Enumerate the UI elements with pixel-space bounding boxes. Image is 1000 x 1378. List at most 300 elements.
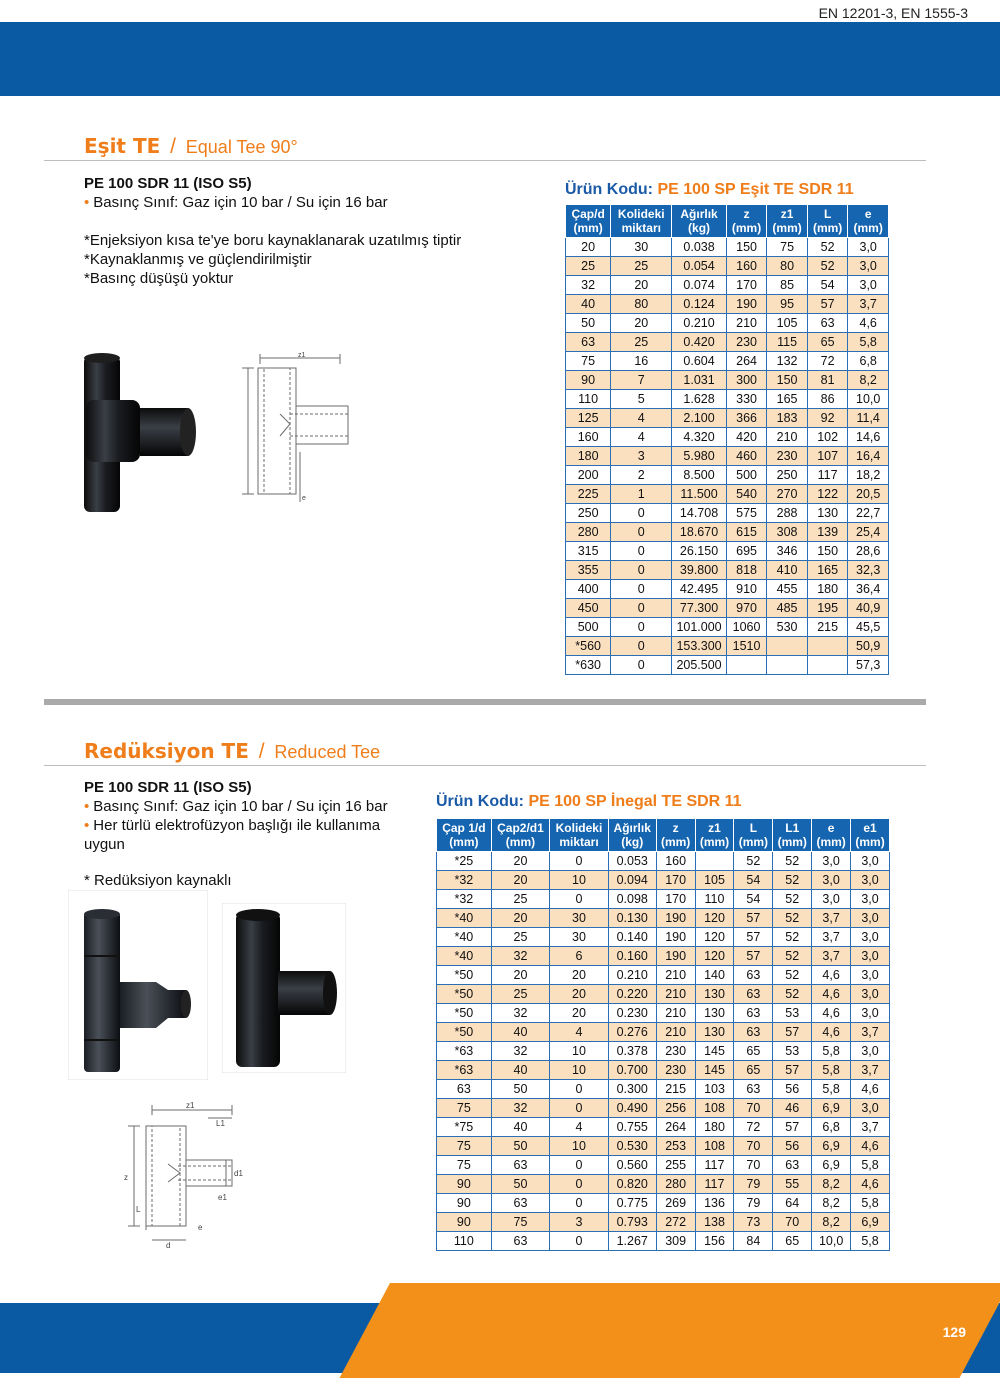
- table-cell: 8,2: [812, 1175, 851, 1194]
- table-cell: 210: [656, 966, 695, 985]
- table-cell: 10: [550, 1061, 609, 1080]
- equal-tee-title: [84, 134, 298, 159]
- table-row: [566, 276, 889, 295]
- table-cell: 540: [726, 485, 767, 504]
- table-cell: 0.700: [608, 1061, 656, 1080]
- table-cell: [726, 656, 767, 675]
- table-cell: 80: [611, 295, 672, 314]
- table-cell: 56: [773, 1137, 812, 1156]
- table-cell: 40,9: [848, 599, 889, 618]
- column-header: [611, 205, 672, 238]
- table-cell: 0: [611, 656, 672, 675]
- table-cell: 4,6: [848, 314, 889, 333]
- table-cell: 165: [807, 561, 848, 580]
- column-header-label: L: [823, 207, 832, 221]
- table-cell: 0.560: [608, 1156, 656, 1175]
- table-cell: 250: [767, 466, 808, 485]
- table-cell: 1060: [726, 618, 767, 637]
- table-cell: 200: [566, 466, 611, 485]
- table-cell: 0: [611, 580, 672, 599]
- column-header: [773, 819, 812, 852]
- table-cell: 25: [491, 890, 550, 909]
- table-cell: 25: [566, 257, 611, 276]
- table-cell: 0: [550, 1194, 609, 1213]
- table-row: [566, 257, 889, 276]
- table-cell: 107: [807, 447, 848, 466]
- table-cell: 3,0: [851, 852, 890, 871]
- table-cell: 5,8: [812, 1042, 851, 1061]
- column-header-label: z1: [780, 207, 794, 221]
- table-cell: 40: [491, 1023, 550, 1042]
- table-row: [437, 1213, 890, 1232]
- table-cell: 63: [734, 1080, 773, 1099]
- table-cell: 0.038: [672, 238, 727, 257]
- table-cell: 75: [437, 1137, 492, 1156]
- table-cell: 3,0: [851, 985, 890, 1004]
- table-cell: 18,2: [848, 466, 889, 485]
- table-cell: 20: [491, 871, 550, 890]
- table-row: [566, 447, 889, 466]
- equal-tee-technical-drawing: [240, 352, 355, 512]
- table-cell: 8,2: [812, 1213, 851, 1232]
- table-cell: 125: [566, 409, 611, 428]
- table-cell: *50: [437, 966, 492, 985]
- table-cell: 8,2: [812, 1194, 851, 1213]
- table-cell: *63: [437, 1061, 492, 1080]
- note-item: *Basınç düşüşü yoktur: [84, 270, 234, 287]
- column-header: [767, 205, 808, 238]
- table-cell: 6: [550, 947, 609, 966]
- table-cell: 36,4: [848, 580, 889, 599]
- table-cell: 355: [566, 561, 611, 580]
- table-cell: 57: [773, 1118, 812, 1137]
- table-cell: *32: [437, 871, 492, 890]
- table-cell: 0.276: [608, 1023, 656, 1042]
- table-row: [566, 409, 889, 428]
- table-cell: 0.775: [608, 1194, 656, 1213]
- column-header-label: e: [864, 207, 872, 221]
- table-cell: 210: [656, 1004, 695, 1023]
- column-header: [550, 819, 609, 852]
- table-cell: 50: [491, 1080, 550, 1099]
- table-cell: 1510: [726, 637, 767, 656]
- table-cell: 500: [566, 618, 611, 637]
- table-cell: 4,6: [812, 985, 851, 1004]
- table-cell: 0.755: [608, 1118, 656, 1137]
- table-cell: 485: [767, 599, 808, 618]
- table-cell: 3,7: [851, 1061, 890, 1080]
- table-cell: 52: [773, 890, 812, 909]
- product-code-label: Ürün Kodu:: [436, 793, 524, 810]
- table-cell: *50: [437, 1004, 492, 1023]
- column-header-unit: miktarı: [559, 835, 599, 849]
- column-header: [672, 205, 727, 238]
- table-cell: 3,0: [851, 890, 890, 909]
- table-cell: 120: [695, 909, 734, 928]
- table-cell: 455: [767, 580, 808, 599]
- table-cell: 210: [656, 1023, 695, 1042]
- reduced-tee-photo-side: [222, 903, 346, 1073]
- table-cell: 90: [437, 1194, 492, 1213]
- table-cell: 117: [807, 466, 848, 485]
- table-cell: 40: [566, 295, 611, 314]
- table-cell: 3,7: [848, 295, 889, 314]
- table-cell: 269: [656, 1194, 695, 1213]
- footer-accent: [339, 1283, 1000, 1378]
- table-cell: 140: [695, 966, 734, 985]
- table-cell: 0.300: [608, 1080, 656, 1099]
- table-cell: 215: [807, 618, 848, 637]
- table-cell: 6,8: [848, 352, 889, 371]
- table-cell: 25: [491, 928, 550, 947]
- table-cell: 90: [437, 1175, 492, 1194]
- column-header-label: Ağırlık: [680, 207, 718, 221]
- table-cell: 4,6: [812, 1004, 851, 1023]
- table-cell: 81: [807, 371, 848, 390]
- table-cell: 500: [726, 466, 767, 485]
- table-cell: 110: [695, 890, 734, 909]
- column-header-label: Çap 1/d: [442, 821, 486, 835]
- table-cell: 7: [611, 371, 672, 390]
- table-cell: 57,3: [848, 656, 889, 675]
- table-cell: 105: [695, 871, 734, 890]
- table-row: [437, 1156, 890, 1175]
- table-cell: 42.495: [672, 580, 727, 599]
- table-header-row: [437, 819, 890, 852]
- table-cell: 50: [566, 314, 611, 333]
- table-cell: 180: [807, 580, 848, 599]
- table-cell: 130: [695, 1004, 734, 1023]
- column-header-unit: (mm): [855, 835, 885, 849]
- table-cell: 3,0: [851, 966, 890, 985]
- table-cell: 0: [611, 561, 672, 580]
- title-separator: /: [170, 135, 176, 158]
- table-cell: 25: [611, 257, 672, 276]
- table-cell: 63: [437, 1080, 492, 1099]
- table-cell: 52: [773, 871, 812, 890]
- table-cell: 63: [807, 314, 848, 333]
- column-header-unit: (mm): [853, 221, 883, 235]
- table-cell: 30: [550, 928, 609, 947]
- column-header: [491, 819, 550, 852]
- table-cell: 970: [726, 599, 767, 618]
- column-header: [807, 205, 848, 238]
- table-cell: 72: [807, 352, 848, 371]
- table-cell: 250: [566, 504, 611, 523]
- column-header-label: Ağırlık: [613, 821, 651, 835]
- reduced-tee-technical-drawing: [122, 1100, 247, 1250]
- note-item: * Redüksiyon kaynaklı: [84, 872, 232, 889]
- table-cell: 3,7: [812, 947, 851, 966]
- table-cell: 0.490: [608, 1099, 656, 1118]
- equal-tee-description: [84, 174, 504, 288]
- header-band: [0, 22, 1000, 96]
- table-cell: 3: [611, 447, 672, 466]
- reduced-tee-photo-front: [68, 890, 208, 1080]
- table-cell: 80: [767, 257, 808, 276]
- table-cell: 3,7: [851, 1023, 890, 1042]
- table-row: [437, 1137, 890, 1156]
- title-separator: /: [258, 740, 265, 763]
- table-cell: 2: [611, 466, 672, 485]
- table-cell: 54: [734, 890, 773, 909]
- table-cell: 225: [566, 485, 611, 504]
- table-cell: 215: [656, 1080, 695, 1099]
- table-cell: 52: [773, 966, 812, 985]
- table-cell: 39.800: [672, 561, 727, 580]
- table-cell: 18.670: [672, 523, 727, 542]
- column-header-label: Kolideki: [555, 821, 603, 835]
- table-cell: 11.500: [672, 485, 727, 504]
- table-cell: 32: [491, 1004, 550, 1023]
- table-cell: 46: [773, 1099, 812, 1118]
- table-cell: [767, 656, 808, 675]
- table-cell: 40: [491, 1118, 550, 1137]
- table-cell: 0.054: [672, 257, 727, 276]
- column-header-label: Kolideki: [617, 207, 665, 221]
- table-cell: 366: [726, 409, 767, 428]
- table-cell: 230: [767, 447, 808, 466]
- table-row: [566, 504, 889, 523]
- table-cell: 4,6: [812, 966, 851, 985]
- table-cell: 139: [807, 523, 848, 542]
- table-cell: 183: [767, 409, 808, 428]
- dim-label: z: [124, 1173, 128, 1182]
- table-cell: 79: [734, 1194, 773, 1213]
- table-cell: 65: [773, 1232, 812, 1251]
- table-cell: 1: [611, 485, 672, 504]
- column-header: [437, 819, 492, 852]
- table-cell: 57: [734, 909, 773, 928]
- table-cell: 63: [734, 1004, 773, 1023]
- table-cell: 0.604: [672, 352, 727, 371]
- table-cell: 20: [491, 909, 550, 928]
- table-cell: 420: [726, 428, 767, 447]
- table-row: [437, 852, 890, 871]
- table-cell: 57: [773, 1061, 812, 1080]
- table-cell: 255: [656, 1156, 695, 1175]
- table-cell: 0: [550, 1080, 609, 1099]
- table-cell: 105: [767, 314, 808, 333]
- column-header-unit: (kg): [621, 835, 644, 849]
- column-header: [734, 819, 773, 852]
- table-row: [437, 1099, 890, 1118]
- table-cell: 3,0: [851, 947, 890, 966]
- table-cell: 20: [611, 276, 672, 295]
- table-row: [437, 1023, 890, 1042]
- table-cell: 136: [695, 1194, 734, 1213]
- table-cell: 195: [807, 599, 848, 618]
- table-cell: 5,8: [851, 1232, 890, 1251]
- table-cell: 75: [566, 352, 611, 371]
- table-cell: 14.708: [672, 504, 727, 523]
- table-row: [566, 580, 889, 599]
- table-cell: 52: [773, 909, 812, 928]
- table-cell: 25: [611, 333, 672, 352]
- table-cell: 55: [773, 1175, 812, 1194]
- table-cell: 30: [550, 909, 609, 928]
- table-cell: 54: [734, 871, 773, 890]
- table-cell: 0: [550, 852, 609, 871]
- column-header-unit: (mm): [660, 835, 691, 849]
- table-cell: *50: [437, 985, 492, 1004]
- dim-label: z1: [186, 1101, 195, 1110]
- table-cell: 264: [726, 352, 767, 371]
- table-cell: 230: [656, 1061, 695, 1080]
- note-item: *Enjeksiyon kısa te'ye boru kaynaklanarak uzatılmış tiptir: [84, 232, 462, 249]
- column-header-unit: (mm): [738, 835, 769, 849]
- table-cell: 120: [695, 928, 734, 947]
- column-header: [726, 205, 767, 238]
- equal-tee-table: [565, 204, 889, 675]
- table-cell: 170: [726, 276, 767, 295]
- table-cell: 86: [807, 390, 848, 409]
- table-row: [566, 542, 889, 561]
- bullet-text: Her türlü elektrofüzyon başlığı ile kullanıma uygun: [84, 817, 381, 853]
- table-cell: 530: [767, 618, 808, 637]
- table-cell: 210: [726, 314, 767, 333]
- table-cell: 20: [550, 1004, 609, 1023]
- table-cell: 3,0: [851, 1042, 890, 1061]
- table-cell: 190: [656, 909, 695, 928]
- table-cell: 0: [550, 1156, 609, 1175]
- table-cell: 288: [767, 504, 808, 523]
- table-cell: 3,0: [848, 257, 889, 276]
- bullet-item: • Basınç Sınıf: Gaz için 10 bar / Su için 16 bar: [84, 194, 388, 211]
- table-row: [566, 466, 889, 485]
- table-cell: 0: [611, 599, 672, 618]
- table-row: [437, 966, 890, 985]
- table-cell: [807, 656, 848, 675]
- table-cell: 84: [734, 1232, 773, 1251]
- table-cell: 6,9: [851, 1213, 890, 1232]
- table-cell: 160: [726, 257, 767, 276]
- table-row: [437, 1080, 890, 1099]
- table-cell: 28,6: [848, 542, 889, 561]
- table-cell: 0.210: [672, 314, 727, 333]
- table-cell: 0.530: [608, 1137, 656, 1156]
- table-row: [566, 333, 889, 352]
- table-cell: 450: [566, 599, 611, 618]
- table-cell: 5,8: [848, 333, 889, 352]
- table-row: [437, 1175, 890, 1194]
- table-cell: *50: [437, 1023, 492, 1042]
- table-cell: 50,9: [848, 637, 889, 656]
- table-cell: 101.000: [672, 618, 727, 637]
- table-cell: 64: [773, 1194, 812, 1213]
- dim-label: d1: [234, 1169, 243, 1178]
- table-row: [566, 238, 889, 257]
- table-cell: 4.320: [672, 428, 727, 447]
- table-cell: 52: [734, 852, 773, 871]
- table-row: [437, 1004, 890, 1023]
- table-cell: 280: [656, 1175, 695, 1194]
- table-cell: 3,0: [848, 238, 889, 257]
- table-cell: 1.267: [608, 1232, 656, 1251]
- section-divider: [44, 160, 926, 161]
- table-cell: 130: [807, 504, 848, 523]
- column-header-unit: (mm): [777, 835, 807, 849]
- table-cell: 0.793: [608, 1213, 656, 1232]
- column-header-label: e: [827, 821, 835, 835]
- table-cell: 230: [656, 1042, 695, 1061]
- bullet-text: Basınç Sınıf: Gaz için 10 bar / Su için 16 bar: [93, 194, 388, 211]
- table-cell: 4,6: [851, 1080, 890, 1099]
- table-cell: 63: [491, 1232, 550, 1251]
- table-cell: 6,8: [812, 1118, 851, 1137]
- table-row: [437, 890, 890, 909]
- table-cell: 145: [695, 1042, 734, 1061]
- table-cell: 3,7: [812, 928, 851, 947]
- table-cell: 108: [695, 1137, 734, 1156]
- column-header-unit: (mm): [699, 835, 730, 849]
- table-cell: 0.378: [608, 1042, 656, 1061]
- table-cell: 75: [491, 1213, 550, 1232]
- table-row: [437, 1118, 890, 1137]
- table-cell: 0.094: [608, 871, 656, 890]
- table-cell: 57: [807, 295, 848, 314]
- equal-tee-title-tr: Eşit TE: [84, 134, 161, 158]
- table-cell: 90: [566, 371, 611, 390]
- table-cell: 190: [656, 947, 695, 966]
- table-row: [437, 1232, 890, 1251]
- table-cell: 95: [767, 295, 808, 314]
- table-cell: 50: [491, 1175, 550, 1194]
- standards-label: EN 12201-3, EN 1555-3: [818, 5, 968, 21]
- column-header-label: z: [743, 207, 750, 221]
- table-row: [566, 637, 889, 656]
- table-cell: 20,5: [848, 485, 889, 504]
- table-cell: 695: [726, 542, 767, 561]
- table-cell: 3,0: [812, 852, 851, 871]
- table-cell: 0: [550, 1175, 609, 1194]
- section-separator: [44, 699, 926, 705]
- table-cell: 3: [550, 1213, 609, 1232]
- dim-label: d: [166, 1241, 171, 1250]
- table-cell: 153.300: [672, 637, 727, 656]
- table-cell: 0.074: [672, 276, 727, 295]
- table-cell: 53: [773, 1004, 812, 1023]
- table-cell: 156: [695, 1232, 734, 1251]
- dim-label: L: [136, 1205, 141, 1214]
- reduced-tee-table: [436, 818, 890, 1251]
- column-header-unit: (mm): [505, 835, 536, 849]
- table-cell: 138: [695, 1213, 734, 1232]
- table-cell: 5,8: [812, 1061, 851, 1080]
- table-cell: 110: [566, 390, 611, 409]
- table-cell: 108: [695, 1099, 734, 1118]
- column-header: [695, 819, 734, 852]
- table-row: [437, 871, 890, 890]
- table-cell: 2.100: [672, 409, 727, 428]
- column-header-unit: (mm): [573, 221, 603, 235]
- table-cell: 70: [734, 1137, 773, 1156]
- table-cell: 272: [656, 1213, 695, 1232]
- table-cell: 0.130: [608, 909, 656, 928]
- table-cell: 4: [550, 1118, 609, 1137]
- table-cell: 52: [773, 852, 812, 871]
- table-cell: 180: [566, 447, 611, 466]
- table-cell: 10: [550, 871, 609, 890]
- table-cell: 160: [656, 852, 695, 871]
- table-cell: 150: [726, 238, 767, 257]
- table-cell: 63: [566, 333, 611, 352]
- table-cell: 52: [807, 238, 848, 257]
- table-cell: *75: [437, 1118, 492, 1137]
- table-cell: 0: [611, 504, 672, 523]
- table-cell: 0: [611, 637, 672, 656]
- table-cell: 32: [491, 1042, 550, 1061]
